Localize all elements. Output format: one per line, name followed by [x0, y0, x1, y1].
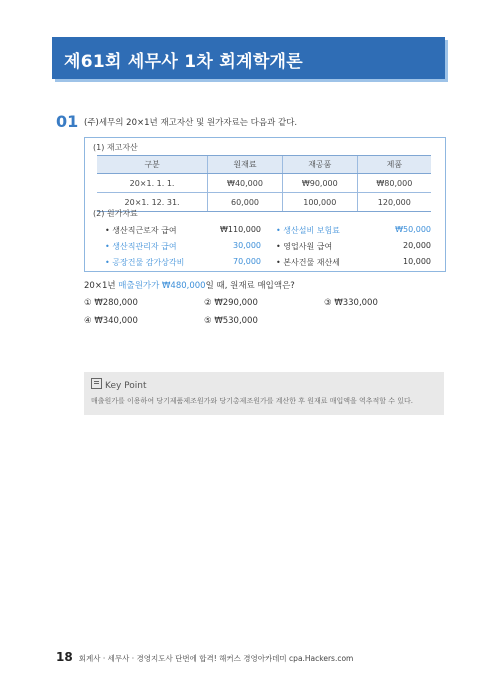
table-header: 원재료	[208, 156, 283, 174]
key-point-text: 매출원가를 이용하여 당기제품제조원가와 당기총제조원가를 계산한 후 원재료 매입액을 역추적할 수 있다.	[91, 397, 414, 405]
cost-item-label: • 본사건물 재산세	[276, 258, 340, 267]
page-number: 18	[56, 650, 73, 664]
key-point-box	[84, 372, 444, 415]
ask-prefix: 20×1년	[84, 281, 119, 291]
cost-item-label: • 생산설비 보험료	[276, 226, 340, 235]
cost-item-amount: ₩50,000	[395, 225, 431, 234]
inventory-label: (1) 재고자산	[93, 143, 138, 152]
cost-item-amount: 70,000	[233, 257, 261, 266]
data-box	[84, 137, 446, 272]
footer-text: 회계사 · 세무사 · 경영지도사 단번에 합격! 해커스 경영아카데미 cpa.Hackers.com	[78, 654, 354, 663]
ask-suffix: 일 때, 원재료 매입액은?	[205, 281, 295, 291]
choice-3[interactable]: ③ ₩330,000	[324, 298, 378, 308]
question-ask	[84, 279, 295, 291]
choice-4[interactable]: ④ ₩340,000	[84, 316, 138, 326]
cost-item-label: • 생산직관리자 급여	[105, 242, 177, 251]
table-row	[97, 193, 431, 212]
cost-item-amount: 20,000	[403, 241, 431, 250]
table-header: 제품	[357, 156, 431, 174]
table-cell: ₩90,000	[282, 174, 357, 193]
page-title: 제61회 세무사 1차 회계학개론	[64, 52, 303, 72]
cost-item-amount: 30,000	[233, 241, 261, 250]
cost-item-label: • 생산직근로자 급여	[105, 226, 177, 235]
footer	[56, 646, 353, 665]
cost-item-label: • 영업사원 급여	[276, 242, 333, 251]
cost-item-amount: 10,000	[403, 257, 431, 266]
table-cell: ₩40,000	[208, 174, 283, 193]
table-cell: 20×1. 12. 31.	[97, 193, 208, 212]
cost-item-amount: ₩110,000	[220, 225, 261, 234]
table-header: 구분	[97, 156, 208, 174]
memo-icon	[91, 378, 102, 389]
key-point-heading	[91, 378, 147, 391]
key-point-title: Key Point	[105, 381, 147, 391]
question-number: 01	[56, 112, 79, 131]
inventory-table	[97, 155, 431, 212]
table-row	[97, 174, 431, 193]
table-cell: 20×1. 1. 1.	[97, 174, 208, 193]
table-cell: 100,000	[282, 193, 357, 212]
title-banner	[52, 37, 445, 79]
table-cell: ₩80,000	[357, 174, 431, 193]
table-cell: 120,000	[357, 193, 431, 212]
table-header-row	[97, 156, 431, 174]
table-header: 재공품	[282, 156, 357, 174]
ask-highlight: 매출원가가 ₩480,000	[118, 281, 206, 291]
choice-2[interactable]: ② ₩290,000	[204, 298, 258, 308]
question-text: (주)세무의 20×1년 재고자산 및 원가자료는 다음과 같다.	[84, 118, 298, 128]
cost-item-label: • 공장건물 감가상각비	[105, 258, 185, 267]
cost-label: (2) 원가자료	[93, 209, 138, 218]
choice-5[interactable]: ⑤ ₩530,000	[204, 316, 258, 326]
table-cell: 60,000	[208, 193, 283, 212]
choice-1[interactable]: ① ₩280,000	[84, 298, 138, 308]
